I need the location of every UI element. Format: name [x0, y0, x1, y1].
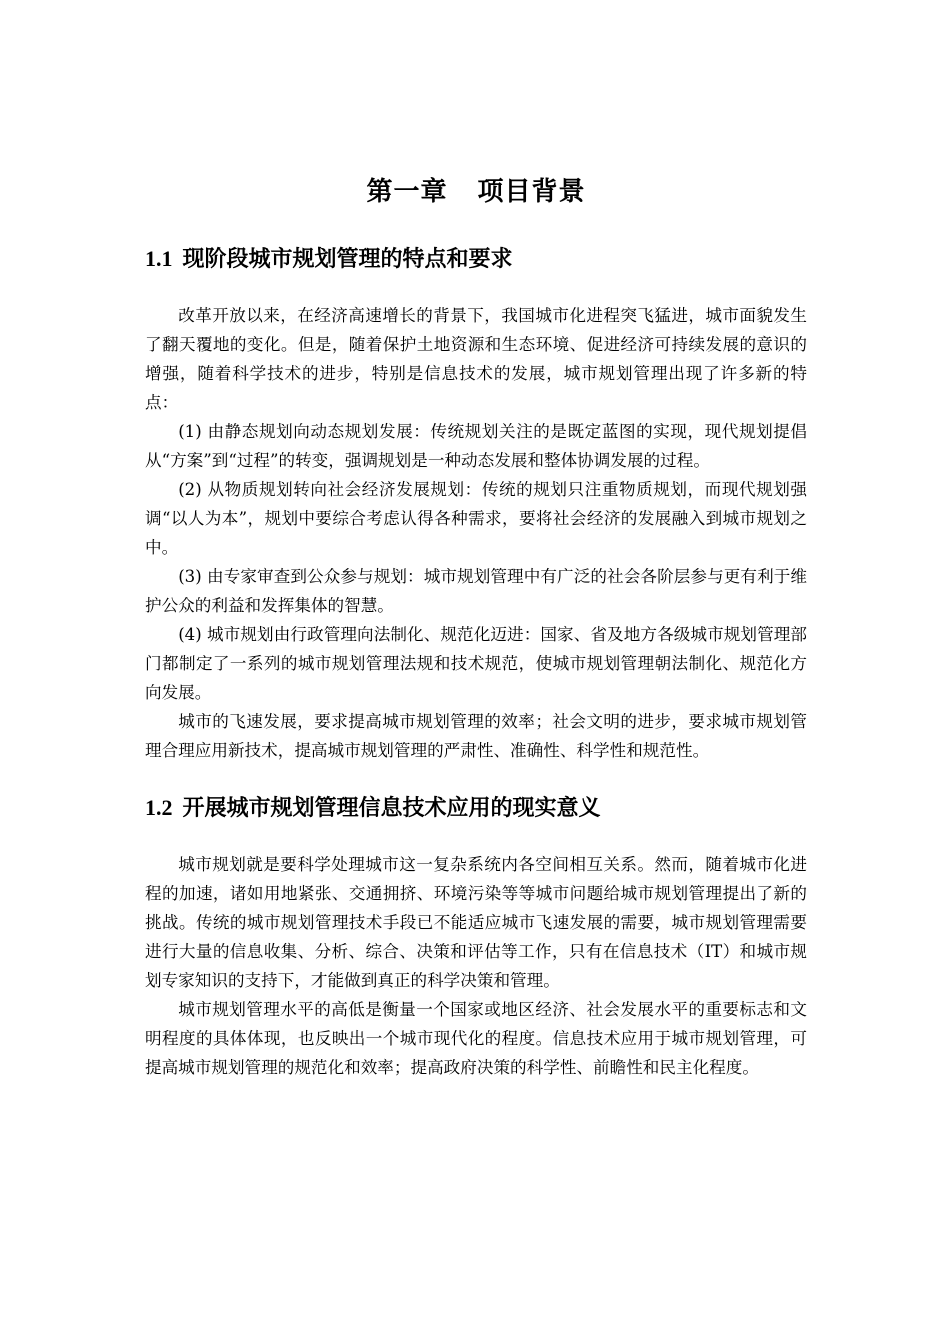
list-item-paragraph: (3) 由专家审查到公众参与规划：城市规划管理中有广泛的社会各阶层参与更有利于维护公众的利益和发挥集体的智慧。 [145, 567, 807, 615]
chapter-title-prefix: 第一章 [366, 177, 448, 207]
body-paragraph: 城市规划管理水平的高低是衡量一个国家或地区经济、社会发展水平的重要标志和文明程度的具体体现，也反映出一个城市现代化的程度。信息技术应用于城市规划管理，可提高城市规划管理的规范化和效率；提高政府决策的科学性、前瞻性和民主化程度。 [145, 1000, 807, 1077]
body-paragraph: 城市规划就是要科学处理城市这一复杂系统内各空间相互关系。然而，随着城市化进程的加速，诸如用地紧张、交通拥挤、环境污染等等城市问题给城市规划管理提出了新的挑战。传统的城市规划管理技术手段已不能适应城市飞速发展的需要，城市规划管理需要进行大量的信息收集、分析、综合、决策和评估等工作，只有在信息技术（IT）和城市规划专家知识的支持下，才能做到真正的科学决策和管理。 [145, 855, 807, 990]
body-paragraph: 城市的飞速发展，要求提高城市规划管理的效率；社会文明的进步，要求城市规划管理合理应用新技术，提高城市规划管理的严肃性、准确性、科学性和规范性。 [145, 712, 807, 760]
section-number: 1.1 [145, 246, 173, 271]
body-paragraph: 改革开放以来，在经济高速增长的背景下，我国城市化进程突飞猛进，城市面貌发生了翻天覆地的变化。但是，随着保护土地资源和生态环境、促进经济可持续发展的意识的增强，随着科学技术的进步，特别是信息技术的发展，城市规划管理出现了许多新的特点： [145, 306, 807, 412]
chapter-title-main: 项目背景 [477, 177, 586, 207]
section-heading-1-1 [145, 242, 807, 277]
list-item-paragraph: (2) 从物质规划转向社会经济发展规划：传统的规划只注重物质规划，而现代规划强调“以人为本”，规划中要综合考虑认得各种需求，要将社会经济的发展融入到城市规划之中。 [145, 480, 807, 557]
list-item-paragraph: (1) 由静态规划向动态规划发展：传统规划关注的是既定蓝图的实现，现代规划提倡从“方案”到“过程”的转变，强调规划是一种动态发展和整体协调发展的过程。 [145, 422, 807, 470]
section-title-text: 现阶段城市规划管理的特点和要求 [182, 247, 513, 272]
section-title-text: 开展城市规划管理信息技术应用的现实意义 [182, 796, 601, 821]
section-1-1-body [145, 301, 807, 765]
section-1-2-body [145, 850, 807, 1082]
section-heading-1-2 [145, 791, 807, 826]
chapter-title [145, 172, 807, 212]
list-item-paragraph: (4) 城市规划由行政管理向法制化、规范化迈进：国家、省及地方各级城市规划管理部门都制定了一系列的城市规划管理法规和技术规范，使城市规划管理朝法制化、规范化方向发展。 [145, 625, 807, 702]
section-number: 1.2 [145, 795, 173, 820]
page-content [145, 172, 807, 1082]
